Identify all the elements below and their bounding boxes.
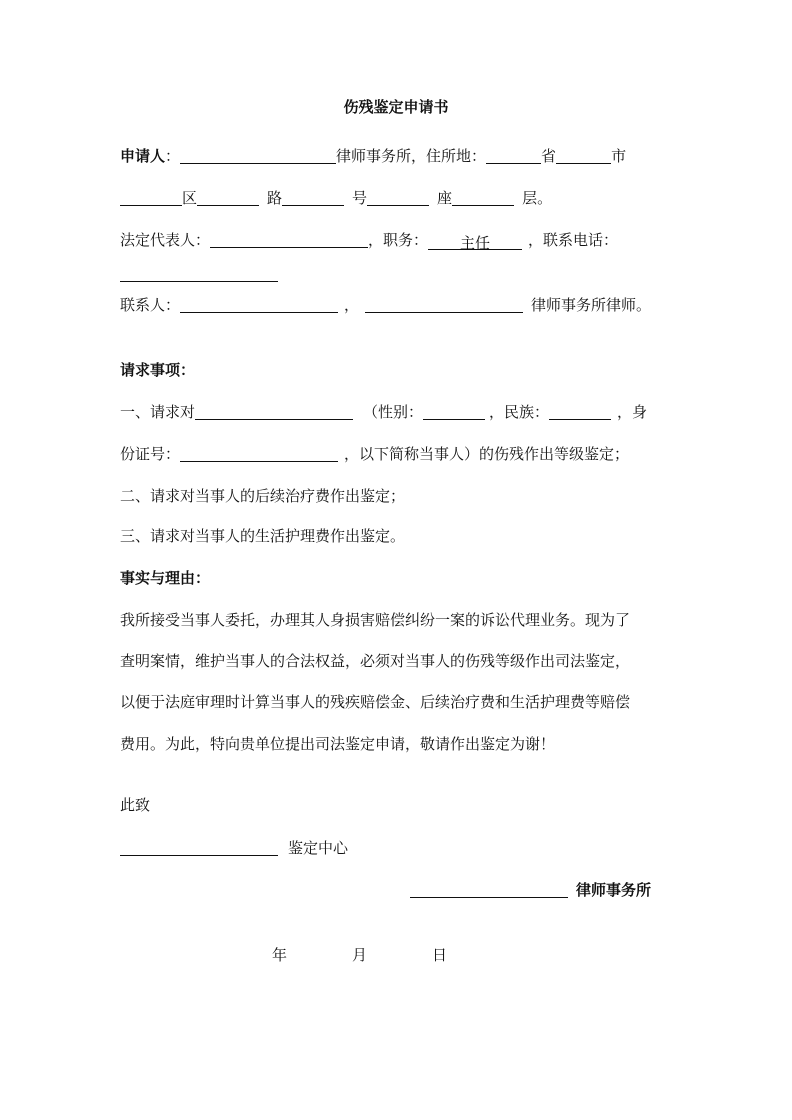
city-blank[interactable]: [556, 147, 611, 164]
applicant-line-1: [120, 146, 626, 166]
sender-line: [410, 880, 651, 900]
applicant-firm-suffix: 律师事务所，住所地：: [336, 147, 487, 165]
id-number-blank[interactable]: [180, 445, 338, 462]
province-blank[interactable]: [486, 147, 541, 164]
recipient-label: 鉴定中心: [288, 839, 349, 857]
date-year: 年: [272, 946, 288, 964]
request-item-3: 三、请求对当事人的生活护理费作出鉴定。: [120, 527, 406, 545]
number-label: 号: [352, 189, 368, 207]
number-blank[interactable]: [282, 189, 344, 206]
applicant-line-2: [120, 188, 552, 208]
district-label: 区: [182, 189, 198, 207]
position-field[interactable]: [428, 233, 522, 250]
building-blank[interactable]: [367, 189, 429, 206]
contact-label: 联系人：: [120, 296, 181, 314]
contact-suffix: 律师事务所律师。: [531, 296, 652, 314]
party-name-blank[interactable]: [195, 403, 353, 420]
id-label-b: 份证号：: [120, 445, 181, 463]
position-label: ，职务：: [368, 231, 429, 249]
request-item-1-line-2: [120, 444, 629, 464]
contact-firm-blank[interactable]: [365, 296, 523, 313]
position-value: 主任: [460, 234, 491, 252]
legal-rep-label: 法定代表人：: [120, 231, 211, 249]
district-blank[interactable]: [120, 189, 182, 206]
facts-heading: 事实与理由：: [120, 569, 211, 587]
request-item-2: 二、请求对当事人的后续治疗费作出鉴定；: [120, 487, 406, 505]
province-label: 省: [541, 147, 557, 165]
contact-line: [120, 295, 651, 315]
road-blank[interactable]: [197, 189, 259, 206]
request-1-prefix: 一、请求对: [120, 403, 196, 421]
legal-rep-line: [120, 230, 618, 250]
city-label: 市: [611, 147, 627, 165]
phone-blank[interactable]: [120, 265, 278, 282]
sender-label: 律师事务所: [576, 881, 652, 899]
phone-label: ，联系电话：: [528, 231, 619, 249]
facts-line-3: 以便于法庭审理时计算当事人的残疾赔偿金、后续治疗费和生活护理费等赔偿: [120, 693, 631, 711]
requests-heading: 请求事项：: [120, 361, 196, 379]
gender-blank[interactable]: [423, 403, 485, 420]
applicant-label: 申请人: [120, 147, 166, 165]
sender-blank[interactable]: [410, 881, 568, 898]
building-label: 座: [437, 189, 453, 207]
contact-blank[interactable]: [180, 296, 338, 313]
applicant-firm-blank[interactable]: [180, 147, 336, 164]
facts-line-4: 费用。为此，特向贵单位提出司法鉴定申请，敬请作出鉴定为谢！: [120, 735, 556, 753]
facts-line-1: 我所接受当事人委托，办理其人身损害赔偿纠纷一案的诉讼代理业务。现为了: [120, 611, 631, 629]
request-1-end: ，以下简称当事人）的伤残作出等级鉴定；: [344, 445, 630, 463]
id-label-a: ，身: [617, 403, 648, 421]
document-title: 伤残鉴定申请书: [343, 98, 449, 116]
floor-blank[interactable]: [452, 189, 514, 206]
ethnic-label: ，民族：: [489, 403, 550, 421]
applicant-colon: ：: [165, 147, 181, 165]
road-label: 路: [267, 189, 283, 207]
legal-rep-blank[interactable]: [210, 231, 368, 248]
phone-line: [120, 264, 278, 284]
gender-label: （性别：: [363, 403, 424, 421]
recipient-line: [120, 838, 348, 858]
recipient-blank[interactable]: [120, 839, 278, 856]
facts-line-2: 查明案情，维护当事人的合法权益，必须对当事人的伤残等级作出司法鉴定，: [120, 652, 631, 670]
date-month: 月: [352, 946, 368, 964]
contact-sep: ，: [344, 296, 360, 314]
date-day: 日: [432, 946, 448, 964]
ethnic-blank[interactable]: [549, 403, 611, 420]
floor-label: 层。: [522, 189, 553, 207]
request-item-1-line-1: [120, 402, 647, 422]
salutation: 此致: [120, 796, 151, 814]
